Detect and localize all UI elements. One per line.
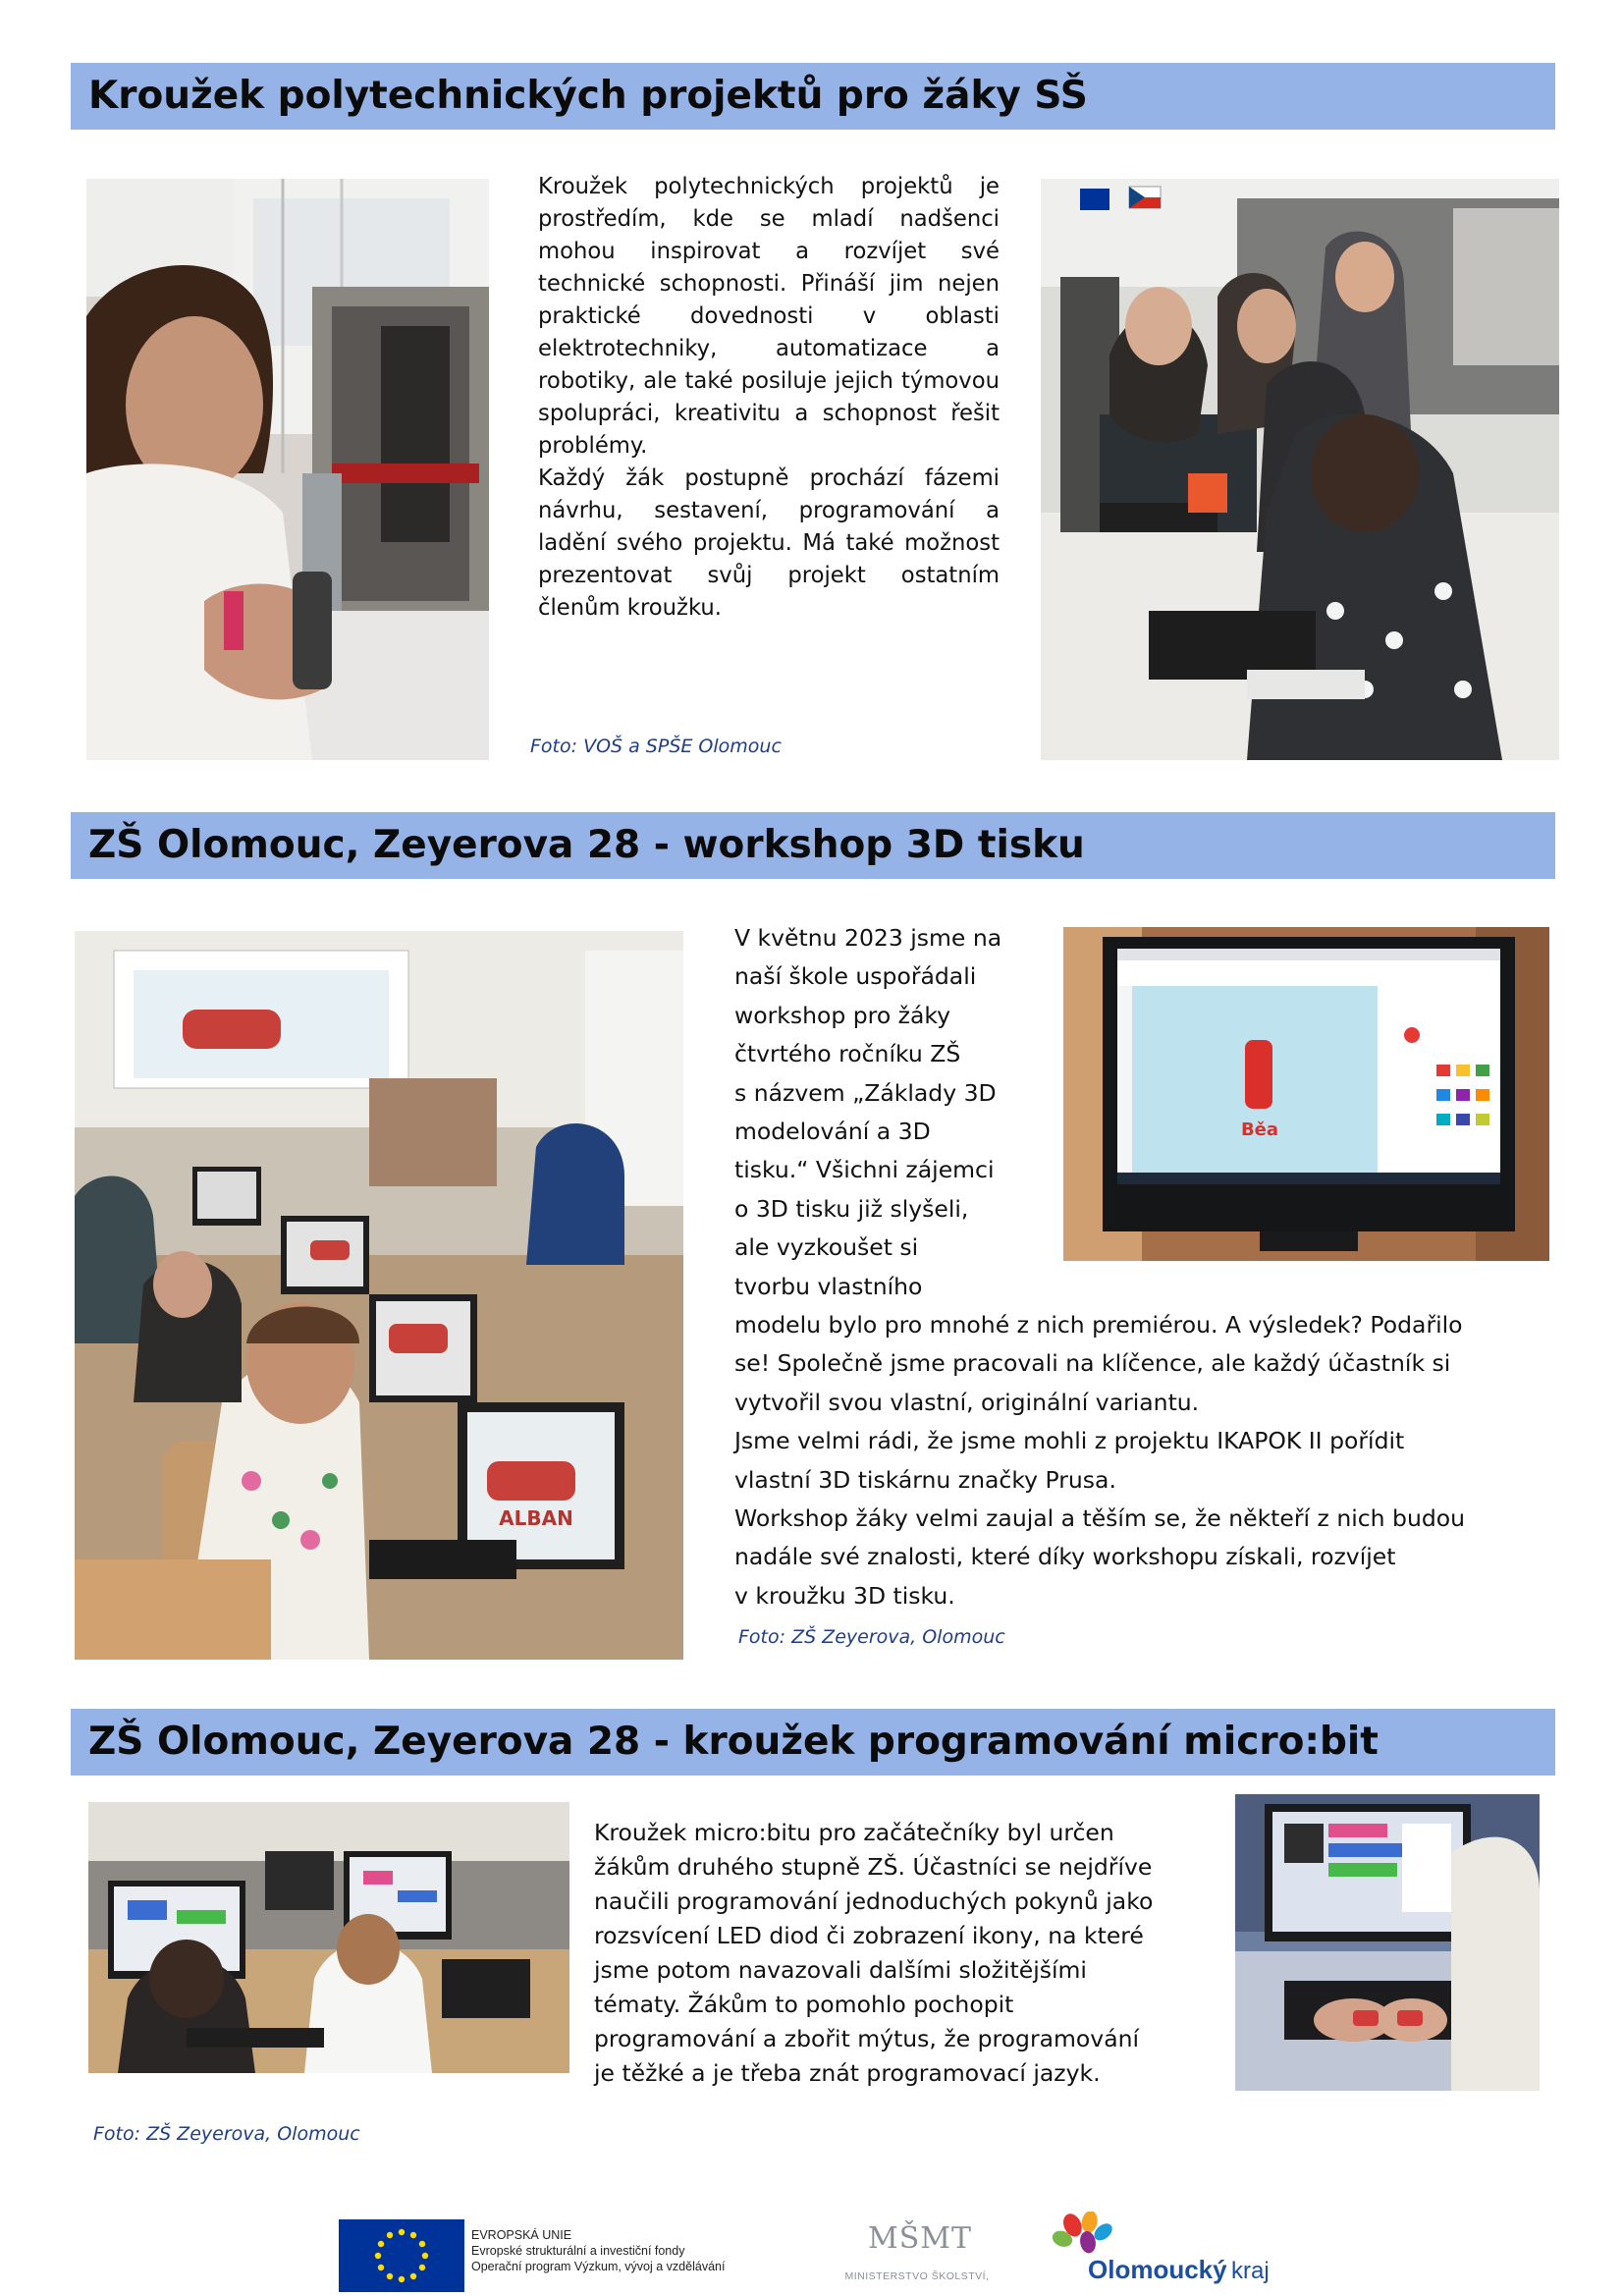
olomoucky-name: Olomoucký: [1088, 2255, 1227, 2284]
text-line: žákům druhého stupně ZŠ. Účastníci se nejdříve: [594, 1853, 1153, 1881]
section-1-title: Kroužek polytechnických projektů pro žáky SŠ: [71, 63, 1555, 130]
photo-credit: Foto: VOŠ a SPŠE Olomouc: [530, 736, 782, 757]
text-line: Jsme velmi rádi, že jsme mohli z projektu IKAPOK II pořídit: [734, 1427, 1405, 1455]
section-3-title: ZŠ Olomouc, Zeyerova 28 - kroužek programování micro:bit: [71, 1709, 1555, 1776]
photo-credit: Foto: ZŠ Zeyerova, Olomouc: [93, 2123, 360, 2145]
text-line: čtvrtého ročníku ZŠ: [734, 1040, 961, 1068]
text-line: s názvem „Základy 3D: [734, 1078, 997, 1107]
text-line: modelování a 3D: [734, 1118, 931, 1146]
section-3-text: [594, 1816, 1242, 2091]
photo-students-workbench: [1041, 179, 1559, 760]
text-line: jsme potom navazovali dalšími složitějšími: [594, 1956, 1087, 1984]
kraj-suffix: kraj: [1231, 2258, 1270, 2284]
photo-student-3d-printer: [86, 179, 489, 760]
text-line: programování a zbořit mýtus, že programování: [594, 2025, 1140, 2052]
text-line: Workshop žáky velmi zaujal a těším se, že někteří z nich budou: [734, 1504, 1466, 1533]
text-line: o 3D tisku již slyšeli,: [734, 1194, 969, 1223]
text-line: se! Společně jsme pracovali na klíčence, ale každý účastník si: [734, 1349, 1451, 1378]
section-1-text: [538, 171, 1000, 625]
screen-label-bea: Běa: [1240, 1120, 1279, 1140]
eu-union-label: EVROPSKÁ UNIE: [471, 2228, 572, 2242]
eu-funds-label: Evropské strukturální a investiční fondy: [471, 2244, 685, 2258]
text-line: rozsvícení LED diod či zobrazení ikony, na které: [594, 1922, 1144, 1949]
section-2-intro: [734, 919, 1029, 1306]
photo-classroom-3d-workshop: [75, 931, 683, 1660]
eu-logo: [339, 2219, 464, 2292]
text-line: je těžké a je třeba znát programovací jazyk.: [594, 2059, 1101, 2087]
text-line: tématy. Žákům to pomohlo pochopit: [594, 1991, 1014, 2018]
section-2-text: [734, 1306, 1559, 1615]
text-line: naší škole uspořádali: [734, 962, 977, 991]
photo-microbit-classroom: [88, 1802, 569, 2073]
photo-microbit-keyboard: [1235, 1794, 1540, 2091]
screen-label-alban: ALBAN: [499, 1506, 573, 1530]
eu-program-label: Operační program Výzkum, vývoj a vzdělávání: [471, 2260, 726, 2273]
text-line: naučili programování jednoduchých pokynů jako: [594, 1887, 1154, 1915]
section-1-paragraph: Každý žák postupně prochází fázemi návrhu, sestavení, programování a ladění svého projektu. Má také možnost prezentovat svůj projekt ostatním členům kroužku.: [538, 465, 1000, 621]
olomoucky-kraj-logo: [1037, 2212, 1282, 2296]
msmt-logo: [833, 2217, 1001, 2294]
msmt-caption: MINISTERSTVO ŠKOLSTVÍ,: [844, 2270, 990, 2282]
text-line: v kroužku 3D tisku.: [734, 1581, 955, 1610]
text-line: V květnu 2023 jsme na: [734, 924, 1002, 952]
text-line: tisku.“ Všichni zájemci: [734, 1156, 995, 1184]
text-line: nadále své znalosti, které díky workshopu získali, rozvíjet: [734, 1543, 1396, 1571]
section-2-title: ZŠ Olomouc, Zeyerova 28 - workshop 3D tisku: [71, 812, 1555, 879]
text-line: workshop pro žáky: [734, 1001, 951, 1029]
text-line: modelu bylo pro mnohé z nich premiérou. A výsledek? Podařilo: [734, 1311, 1463, 1339]
text-line: vytvořil svou vlastní, originální variantu.: [734, 1388, 1200, 1416]
msmt-mark: MŠMT: [868, 2221, 972, 2256]
text-line: tvorbu vlastního: [734, 1272, 923, 1300]
eu-caption: [471, 2227, 725, 2274]
photo-monitor-3d-model: [1063, 927, 1549, 1261]
photo-credit: Foto: ZŠ Zeyerova, Olomouc: [738, 1626, 1005, 1648]
text-line: ale vyzkoušet si: [734, 1233, 919, 1262]
section-1-paragraph: Kroužek polytechnických projektů je prostředím, kde se mladí nadšenci mohou inspirovat a rozvíjet své technické schopnosti. Přináší jim nejen praktické dovednosti v oblasti elektrotechniky, automatizace a robotiky, ale také posiluje jejich týmovou spolupráci, kreativitu a schopnost řešit problémy.: [538, 174, 1000, 459]
text-line: Kroužek micro:bitu pro začátečníky byl určen: [594, 1819, 1114, 1846]
text-line: vlastní 3D tiskárnu značky Prusa.: [734, 1465, 1116, 1494]
